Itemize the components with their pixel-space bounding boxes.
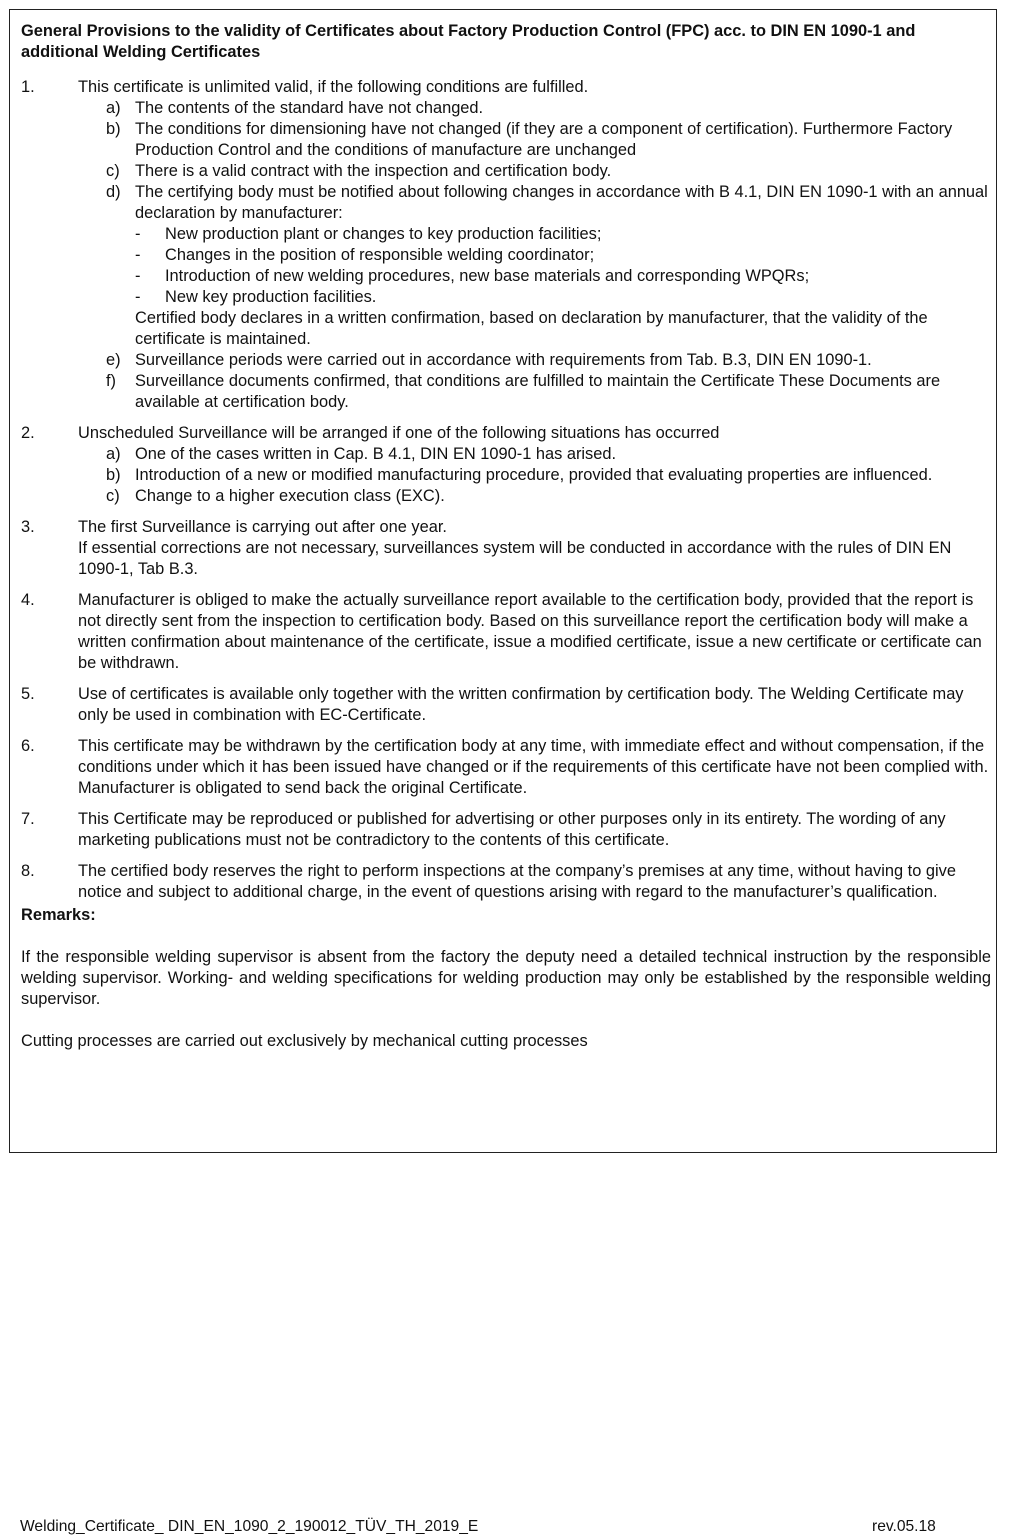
- dash-item: [135, 245, 991, 266]
- dash-item-text: New production plant or changes to key production facilities;: [165, 225, 602, 243]
- sub-item: [21, 98, 991, 119]
- item-number: 2.: [21, 424, 35, 442]
- item-text: Use of certificates is available only together with the written confirmation by certification body. The Welding Certificate may only be used in combination with EC-Certificate.: [78, 685, 964, 724]
- remarks-paragraph: If the responsible welding supervisor is absent from the factory the deputy need a detailed technical instruction by the responsible welding supervisor. Working- and welding specifications for welding production may only be established by the responsible welding supervisor.: [21, 948, 991, 1008]
- footer-revision: rev.05.18: [872, 1518, 936, 1535]
- provision-item: [21, 684, 991, 726]
- dash-item: [135, 287, 991, 308]
- item-text: The first Surveillance is carrying out after one year.: [78, 518, 447, 536]
- item-text: Manufacturer is obliged to make the actually surveillance report available to the certification body, provided that the report is not directly sent from the inspection to certification body. Based on this surveillance report the certification body will make a written confirmation about maintenance of the certificate, issue a modified certificate, issue a new certificate or certificate can be withdrawn.: [78, 591, 982, 672]
- provision-item: [21, 423, 991, 507]
- sub-item-label: a): [106, 445, 121, 463]
- sub-item-label: c): [106, 487, 120, 505]
- document-content: [21, 21, 991, 1073]
- sub-item-label: d): [106, 183, 121, 201]
- sub-item-label: b): [106, 120, 121, 138]
- sub-item-label: e): [106, 351, 121, 369]
- item-text-continued: If essential corrections are not necessary, surveillances system will be conducted in accordance with the rules of DIN EN 1090-1, Tab B.3.: [78, 539, 952, 578]
- sub-item-text: Introduction of a new or modified manufacturing procedure, provided that evaluating properties are influenced.: [135, 466, 933, 484]
- provision-item: [21, 517, 991, 580]
- item-text: This certificate may be withdrawn by the certification body at any time, with immediate effect and without compensation, if the conditions under which it has been issued have changed or if the requirements of this certificate have not been complied with. Manufacturer is obligated to send back the original Certificate.: [78, 737, 989, 797]
- sub-item: [21, 350, 991, 371]
- dash-marker: -: [135, 288, 141, 306]
- sub-item-text: Surveillance documents confirmed, that conditions are fulfilled to maintain the Certificate These Documents are available at certification body.: [135, 372, 941, 411]
- sub-item: [21, 119, 991, 161]
- sub-item-text: There is a valid contract with the inspection and certification body.: [135, 162, 612, 180]
- item-number: 4.: [21, 591, 35, 609]
- sub-item: [21, 486, 991, 507]
- sub-item-label: f): [106, 372, 117, 390]
- provision-item: [21, 77, 991, 413]
- document-frame: [9, 9, 997, 1153]
- dash-item-text: New key production facilities.: [165, 288, 377, 306]
- remarks-heading: Remarks:: [21, 906, 96, 924]
- sub-item-after-text: Certified body declares in a written confirmation, based on declaration by manufacturer, that the validity of the certificate is maintained.: [135, 309, 928, 348]
- dash-marker: -: [135, 267, 141, 285]
- sub-item-label: a): [106, 99, 121, 117]
- sub-item-text: Surveillance periods were carried out in accordance with requirements from Tab. B.3, DIN EN 1090-1.: [135, 351, 872, 369]
- sub-item-text: One of the cases written in Cap. B 4.1, DIN EN 1090-1 has arised.: [135, 445, 617, 463]
- item-text: This Certificate may be reproduced or published for advertising or other purposes only in its entirety. The wording of any marketing publications must not be contradictory to the contents of this certificate.: [78, 810, 946, 849]
- sub-item: [21, 371, 991, 413]
- dash-item: [135, 266, 991, 287]
- sub-item-text: Change to a higher execution class (EXC).: [135, 487, 445, 505]
- provision-item: [21, 861, 991, 903]
- dash-item-text: Introduction of new welding procedures, new base materials and corresponding WPQRs;: [165, 267, 810, 285]
- sub-item: [21, 444, 991, 465]
- item-number: 1.: [21, 78, 35, 96]
- sub-item-text: The conditions for dimensioning have not changed (if they are a component of certification). Furthermore Factory Production Control and the conditions of manufacture are unchanged: [135, 120, 953, 159]
- remarks-paragraph: Cutting processes are carried out exclusively by mechanical cutting processes: [21, 1032, 588, 1050]
- sub-item-text: The certifying body must be notified about following changes in accordance with B 4.1, DIN EN 1090-1 with an annual declaration by manufacturer:: [135, 183, 988, 222]
- dash-marker: -: [135, 225, 141, 243]
- sub-item-label: c): [106, 162, 120, 180]
- document-title: General Provisions to the validity of Certificates about Factory Production Control (FPC) acc. to DIN EN 1090-1 and additional Welding Certificates: [21, 22, 916, 61]
- sub-item: [21, 465, 991, 486]
- dash-item: [135, 224, 991, 245]
- sub-item: [21, 161, 991, 182]
- item-text: This certificate is unlimited valid, if the following conditions are fulfilled.: [78, 78, 589, 96]
- item-number: 8.: [21, 862, 35, 880]
- sub-item-label: b): [106, 466, 121, 484]
- provision-item: [21, 736, 991, 799]
- item-number: 3.: [21, 518, 35, 536]
- item-number: 5.: [21, 685, 35, 703]
- footer-document-id: Welding_Certificate_ DIN_EN_1090_2_190012_TÜV_TH_2019_E: [20, 1518, 479, 1535]
- dash-marker: -: [135, 246, 141, 264]
- item-text: Unscheduled Surveillance will be arranged if one of the following situations has occurred: [78, 424, 720, 442]
- item-number: 6.: [21, 737, 35, 755]
- sub-item-text: The contents of the standard have not changed.: [135, 99, 484, 117]
- provision-item: [21, 590, 991, 674]
- item-number: 7.: [21, 810, 35, 828]
- sub-item: [21, 182, 991, 350]
- provision-item: [21, 809, 991, 851]
- dash-item-text: Changes in the position of responsible welding coordinator;: [165, 246, 595, 264]
- item-text: The certified body reserves the right to perform inspections at the company’s premises at any time, without having to give notice and subject to additional charge, in the event of questions arising with regard to the manufacturer’s qualification.: [78, 862, 956, 901]
